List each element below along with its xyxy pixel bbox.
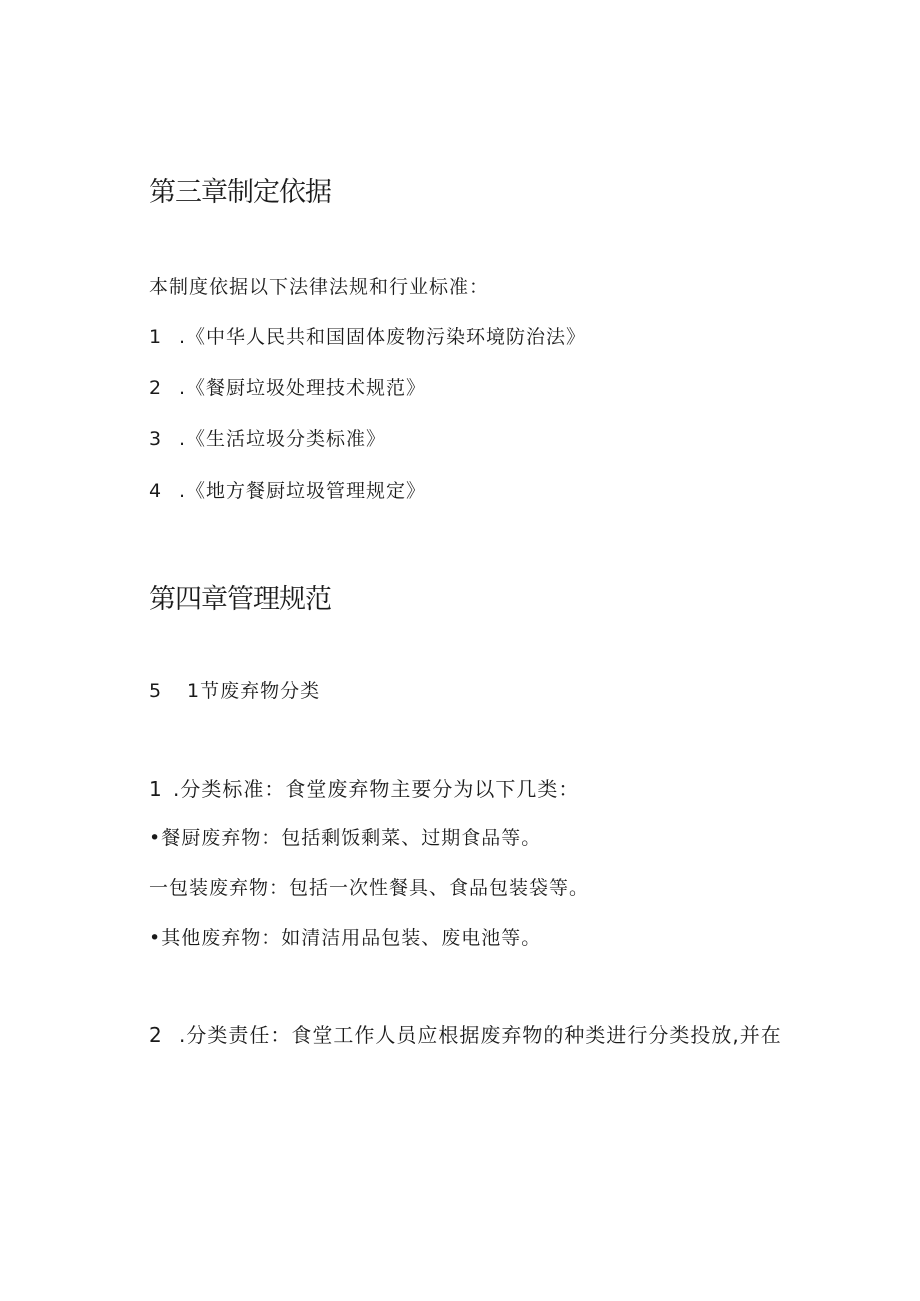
basis-item-3 bbox=[149, 424, 386, 451]
basis-item-2-number: 2 bbox=[149, 377, 163, 399]
section-title: 1节废弃物分类 bbox=[187, 680, 321, 702]
section-number: 5 bbox=[149, 680, 163, 702]
classification-responsibility bbox=[149, 1019, 782, 1048]
basis-item-4-text: .《地方餐厨垃圾管理规定》 bbox=[179, 480, 427, 502]
basis-item-1-number: 1 bbox=[149, 326, 163, 348]
category-packaging-waste: 一包装废弃物：包括一次性餐具、食品包装袋等。 bbox=[149, 877, 590, 899]
basis-item-1-text: .《中华人民共和国固体废物污染环境防治法》 bbox=[179, 326, 587, 348]
basis-item-2 bbox=[149, 373, 426, 400]
category-other-waste: •其他废弃物：如清洁用品包装、废电池等。 bbox=[149, 927, 542, 949]
basis-item-4-number: 4 bbox=[149, 480, 163, 502]
chapter3-intro: 本制度依据以下法律法规和行业标准： bbox=[149, 276, 490, 298]
classification-standard bbox=[149, 773, 579, 802]
category-kitchen-waste: •餐厨废弃物：包括剩饭剩菜、过期食品等。 bbox=[149, 827, 542, 849]
basis-item-3-text: .《生活垃圾分类标准》 bbox=[179, 428, 387, 450]
basis-item-2-text: .《餐厨垃圾处理技术规范》 bbox=[179, 377, 427, 399]
basis-item-1 bbox=[149, 322, 586, 349]
classification-responsibility-number: 2 bbox=[149, 1023, 163, 1047]
classification-standard-text: .分类标准：食堂废弃物主要分为以下几类： bbox=[173, 777, 580, 801]
basis-item-4 bbox=[149, 476, 426, 503]
classification-responsibility-text: .分类责任：食堂工作人员应根据废弃物的种类进行分类投放,并在 bbox=[179, 1023, 782, 1047]
chapter3-title: 第三章制定依据 bbox=[149, 177, 331, 208]
basis-item-3-number: 3 bbox=[149, 428, 163, 450]
section-heading bbox=[149, 676, 320, 703]
chapter4-title: 第四章管理规范 bbox=[149, 584, 331, 615]
classification-standard-number: 1 bbox=[149, 777, 163, 801]
